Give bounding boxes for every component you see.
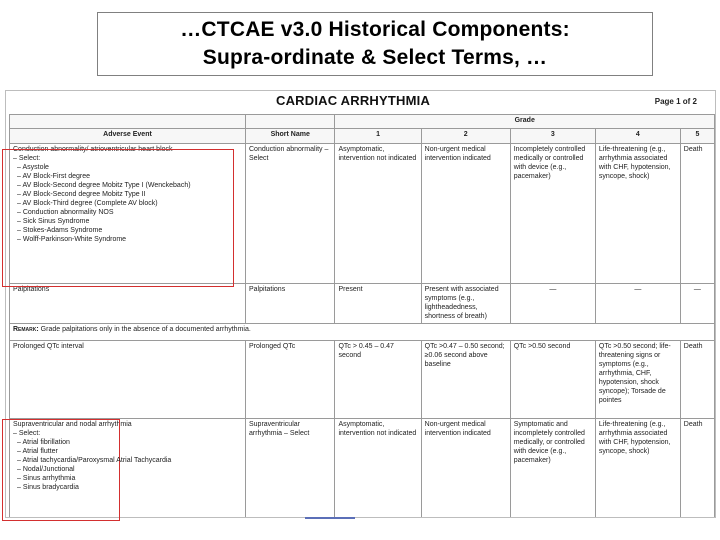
page-label: Page 1 of 2	[654, 97, 697, 106]
grade-3-cell: Incompletely controlled medically or controlled with device (e.g., pacemaker)	[510, 144, 595, 284]
list-item: – Nodal/Junctional	[17, 465, 242, 474]
list-item: – Atrial tachycardia/Paroxysmal Atrial Tachycardia	[17, 456, 242, 465]
grade-1-cell: Asymptomatic, intervention not indicated	[335, 419, 421, 519]
sub-term-list	[13, 163, 242, 244]
grade-1-cell: Present	[335, 284, 421, 324]
short-name-cell: Palpitations	[246, 284, 335, 324]
event-cell: Prolonged QTc interval	[10, 341, 246, 419]
grade-5-cell: Death	[680, 341, 714, 419]
remark-text: Grade palpitations only in the absence of a documented arrhythmia.	[40, 326, 251, 333]
event-cell: Palpitations	[10, 284, 246, 324]
event-name: Conduction abnormality/ atrioventricular heart block	[13, 146, 173, 153]
event-select: – Select:	[13, 155, 41, 162]
event-cell	[10, 419, 246, 519]
grade-1-cell: Asymptomatic, intervention not indicated	[335, 144, 421, 284]
grade-label: Grade	[335, 115, 715, 129]
grade-1-cell: QTc > 0.45 – 0.47 second	[335, 341, 421, 419]
grade-5-cell: —	[680, 284, 714, 324]
grade-3-cell: QTc >0.50 second	[510, 341, 595, 419]
grade-4-cell: Life-threatening (e.g., arrhythmia associated with CHF, hypotension, syncope, shock)	[595, 144, 680, 284]
list-item: – Atrial flutter	[17, 447, 242, 456]
list-item: – Atrial fibrillation	[17, 438, 242, 447]
adverse-event-table	[9, 114, 715, 518]
table-row	[10, 284, 715, 324]
grade-2-cell: Non-urgent medical intervention indicated	[421, 144, 510, 284]
list-item: – Sinus bradycardia	[17, 483, 242, 492]
grade-2-cell: Present with associated symptoms (e.g., lightheadedness, shortness of breath)	[421, 284, 510, 324]
slide-title-line-1: …CTCAE v3.0 Historical Components:	[180, 18, 570, 41]
col-grade-1: 1	[335, 129, 421, 144]
remark-row	[10, 324, 715, 341]
sub-term-list	[13, 438, 242, 492]
list-item: – Asystole	[17, 163, 242, 172]
grade-4-cell: —	[595, 284, 680, 324]
col-grade-5: 5	[680, 129, 714, 144]
column-header-row	[10, 129, 715, 144]
list-item: – Sinus arrhythmia	[17, 474, 242, 483]
col-short-name: Short Name	[246, 129, 335, 144]
grade-5-cell: Death	[680, 419, 714, 519]
grade-3-cell: —	[510, 284, 595, 324]
grade-header-row	[10, 115, 715, 129]
grade-2-cell: Non-urgent medical intervention indicated	[421, 419, 510, 519]
list-item: – AV Block-Third degree (Complete AV block)	[17, 199, 242, 208]
list-item: – AV Block-Second degree Mobitz Type I (Wenckebach)	[17, 181, 242, 190]
event-select: – Select:	[13, 430, 41, 437]
col-adverse-event: Adverse Event	[10, 129, 246, 144]
event-cell	[10, 144, 246, 284]
divider-line	[305, 517, 355, 519]
table-row	[10, 419, 715, 519]
list-item: – Sick Sinus Syndrome	[17, 217, 242, 226]
document-title: CARDIAC ARRHYTHMIA	[276, 93, 431, 108]
grade-4-cell: QTc >0.50 second; life-threatening signs or symptoms (e.g., arrhythmia, CHF, hypotension, shock syncope); Torsade de pointes	[595, 341, 680, 419]
document-scan	[5, 90, 716, 518]
slide-title-box	[97, 12, 653, 76]
short-name-cell: Prolonged QTc	[246, 341, 335, 419]
list-item: – AV Block-First degree	[17, 172, 242, 181]
col-grade-4: 4	[595, 129, 680, 144]
short-name-cell: Conduction abnormality – Select	[246, 144, 335, 284]
col-grade-3: 3	[510, 129, 595, 144]
list-item: – AV Block-Second degree Mobitz Type II	[17, 190, 242, 199]
list-item: – Conduction abnormality NOS	[17, 208, 242, 217]
list-item: – Wolff-Parkinson-White Syndrome	[17, 235, 242, 244]
event-name: Supraventricular and nodal arrhythmia	[13, 421, 132, 428]
short-name-cell: Supraventricular arrhythmia – Select	[246, 419, 335, 519]
grade-4-cell: Life-threatening (e.g., arrhythmia associated with CHF, hypotension, syncope, shock)	[595, 419, 680, 519]
table-row	[10, 341, 715, 419]
grade-2-cell: QTc >0.47 – 0.50 second; ≥0.06 second above baseline	[421, 341, 510, 419]
col-grade-2: 2	[421, 129, 510, 144]
list-item: – Stokes-Adams Syndrome	[17, 226, 242, 235]
grade-5-cell: Death	[680, 144, 714, 284]
table-row	[10, 144, 715, 284]
slide-title-line-2: Supra-ordinate & Select Terms, …	[202, 46, 548, 69]
grade-3-cell: Symptomatic and incompletely controlled medically, or controlled with device (e.g., pacemaker)	[510, 419, 595, 519]
remark-cell	[10, 324, 715, 341]
remark-prefix: Remark:	[13, 326, 39, 333]
